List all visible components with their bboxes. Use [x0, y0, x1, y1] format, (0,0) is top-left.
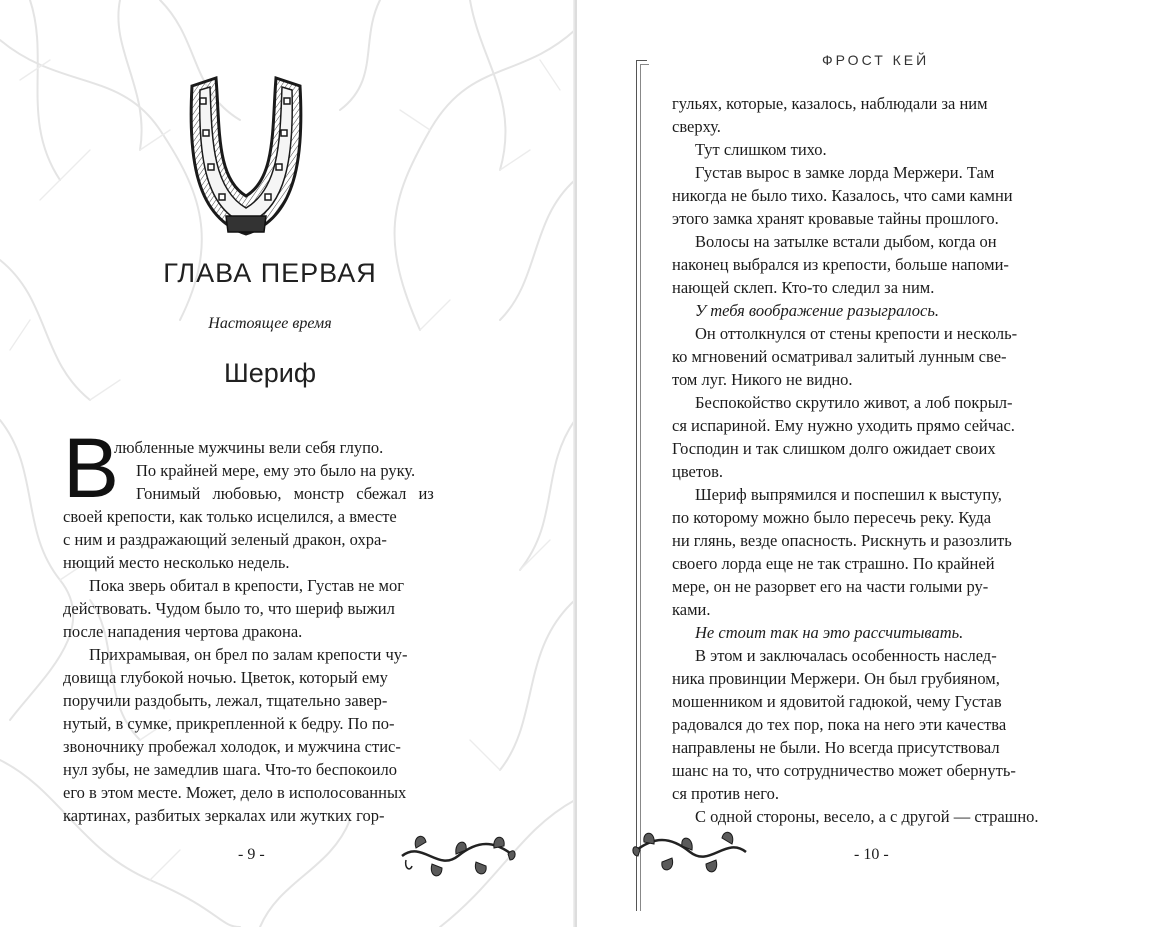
text-line: нющий место несколько недель. — [63, 553, 290, 572]
chapter-title: ГЛАВА ПЕРВАЯ — [163, 258, 377, 288]
text-line: мошенником и ядовитой гадюкой, чему Густав — [672, 692, 1002, 711]
text-line: нул зубы, не замедлив шага. Что-то беспокоило — [63, 760, 397, 779]
text-line: никогда не было тихо. Казалось, что сами камни — [672, 186, 1013, 205]
text-line: сверху. — [672, 117, 721, 136]
page-number-right: - 10 - — [854, 846, 889, 863]
text-line: Густав вырос в замке лорда Мержери. Там — [695, 163, 995, 182]
text-line: своего лорда еще не так страшно. По крайней — [672, 554, 995, 573]
text-line: В этом и заключалась особенность наслед- — [695, 646, 997, 665]
text-line: мере, он не разорвет его на части голыми ру- — [672, 577, 989, 596]
vine-ornament-right-icon — [630, 816, 750, 888]
text-line: цветов. — [672, 462, 724, 481]
text-line: ся против него. — [672, 784, 779, 803]
text-line: звоночнику пробежал холодок, и мужчина стис- — [63, 737, 401, 756]
text-line: с ним и раздражающий зеленый дракон, охра- — [63, 530, 387, 549]
text-line: Тут слишком тихо. — [695, 140, 827, 159]
text-line: после нападения чертова дракона. — [63, 622, 303, 641]
text-line: своей крепости, как только исцелился, а вместе — [63, 507, 397, 526]
text-line: ника провинции Мержери. Он был грубияном, — [672, 669, 1000, 688]
vine-ornament-icon — [398, 820, 518, 892]
right-page — [577, 0, 1152, 927]
text-line: Шериф выпрямился и поспешил к выступу, — [695, 485, 1002, 504]
text-line: шанс на то, что сотрудничество может обернуть- — [672, 761, 1016, 780]
chapter-name: Шериф — [223, 358, 317, 388]
text-line: Прихрамывая, он брел по залам крепости чу- — [89, 645, 408, 664]
text-line: его в этом месте. Может, дело в исполосованных — [63, 783, 407, 802]
text-line: поручили раздобыть, лежал, тщательно завер- — [63, 691, 388, 710]
text-line: Волосы на затылке встали дыбом, когда он — [695, 232, 997, 251]
page-number-left: - 9 - — [238, 846, 265, 863]
text-line: наконец выбрался из крепости, больше напоми- — [672, 255, 1009, 274]
text-line: действовать. Чудом было то, что шериф выжил — [63, 599, 395, 618]
text-line-italic: У тебя воображение разыгралось. — [695, 301, 939, 320]
text-line: ко мгновений осматривал залитый лунным све- — [672, 347, 1007, 366]
text-line: ни глянь, везде опасность. Рискнуть и разозлить — [672, 531, 1012, 550]
text-line: нутый, в сумке, прикрепленной к бедру. По по- — [63, 714, 395, 733]
text-line: ками. — [672, 600, 711, 619]
text-line: Пока зверь обитал в крепости, Густав не мог — [89, 576, 405, 595]
text-line: Господин и так слишком долго ожидает своих — [672, 439, 996, 458]
text-line: Гонимый любовью, монстр сбежал из — [136, 484, 434, 503]
text-line: Он оттолкнулся от стены крепости и несколь- — [695, 324, 1018, 343]
text-line: гульях, которые, казалось, наблюдали за ним — [672, 94, 988, 113]
running-head: ФРОСТ КЕЙ — [822, 52, 930, 68]
text-line: С одной стороны, весело, а с другой — страшно. — [695, 807, 1039, 826]
text-line: довища глубокой ночью. Цветок, который ему — [63, 668, 388, 687]
text-line: радовался до тех пор, пока на него эти качества — [672, 715, 1007, 734]
text-line-italic: Не стоит так на это рассчитывать. — [695, 623, 964, 642]
drop-cap: В — [63, 421, 120, 515]
chapter-subtitle: Настоящее время — [208, 315, 332, 332]
text-line: нающей склеп. Кто-то следил за ним. — [672, 278, 935, 297]
text-line: ся испариной. Ему нужно уходить прямо сейчас. — [672, 416, 1015, 435]
text-line: том луг. Никого не видно. — [672, 370, 853, 389]
text-line: картинах, разбитых зеркалах или жутких гор- — [63, 806, 385, 825]
text-line: любленные мужчины вели себя глупо. — [114, 438, 384, 457]
horseshoe-illustration — [186, 68, 306, 250]
text-line: по которому можно было пересечь реку. Куда — [672, 508, 992, 527]
text-line: По крайней мере, ему это было на руку. — [136, 461, 416, 480]
frame-ornament-inner — [640, 64, 649, 911]
text-line: этого замка хранят кровавые тайны прошлого. — [672, 209, 999, 228]
left-page — [0, 0, 575, 927]
text-line: Беспокойство скрутило живот, а лоб покрыл- — [695, 393, 1013, 412]
text-line: направлены не были. Но всегда присутствовал — [672, 738, 1000, 757]
